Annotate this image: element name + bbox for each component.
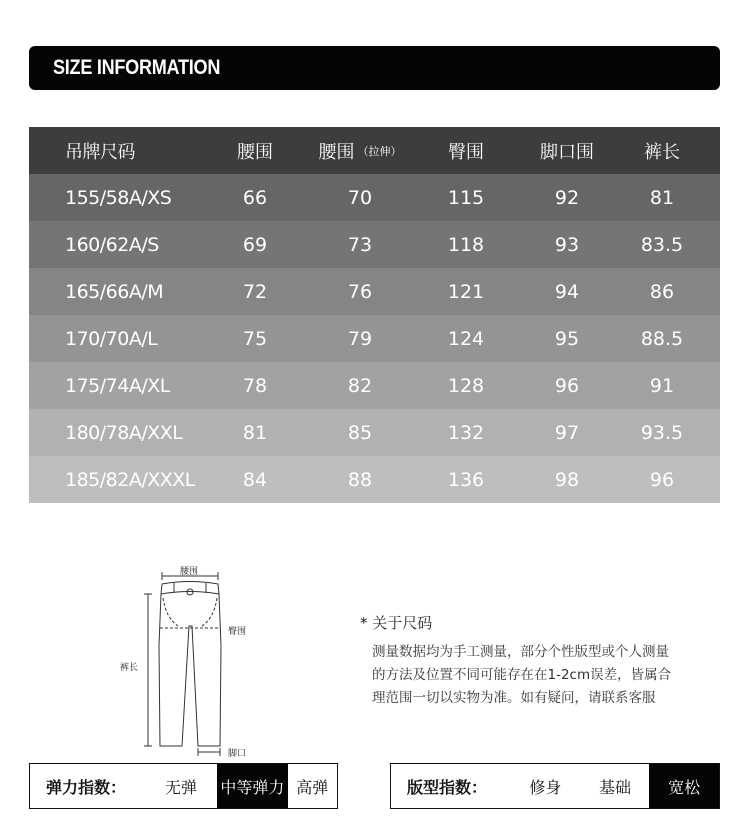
cell-size: 185/82A/XXXL <box>65 468 195 491</box>
pants-measurement-diagram <box>110 556 270 761</box>
fit-index-label: 版型指数： <box>407 777 488 797</box>
cell-hip: 124 <box>447 327 485 350</box>
column-header-waist-stretched <box>295 127 425 174</box>
cell-waist: 69 <box>242 233 268 256</box>
cell-hem: 98 <box>554 468 580 491</box>
cell-waist: 72 <box>242 280 268 303</box>
cell-length: 96 <box>649 468 675 491</box>
cell-hip: 136 <box>447 468 485 491</box>
elasticity-index-label: 弹力指数： <box>46 777 127 797</box>
table-row <box>29 268 720 315</box>
size-note-title: * 关于尺码 <box>360 614 433 632</box>
column-header-waist-stretched-label: 腰围 <box>318 141 355 163</box>
section-header <box>29 46 720 90</box>
cell-waist: 81 <box>242 421 268 444</box>
fit-option-slim: 修身 <box>529 777 562 797</box>
cell-size: 175/74A/XL <box>65 374 170 397</box>
diagram-label-hem: 脚口 <box>228 749 247 759</box>
cell-waist: 75 <box>242 327 268 350</box>
fit-option-regular: 基础 <box>599 777 632 797</box>
pants-outline-icon <box>110 556 270 761</box>
cell-hip: 132 <box>447 421 485 444</box>
size-note <box>360 612 720 710</box>
table-row <box>29 221 720 268</box>
table-row <box>29 362 720 409</box>
cell-hem: 97 <box>554 421 580 444</box>
column-header-stretch-note: （拉伸） <box>357 144 402 158</box>
column-header-length: 裤长 <box>644 141 680 163</box>
cell-waist-stretched: 73 <box>347 233 373 256</box>
cell-waist-stretched: 85 <box>347 421 373 444</box>
cell-length: 93.5 <box>640 421 684 444</box>
cell-hem: 94 <box>554 280 580 303</box>
table-row <box>29 456 720 503</box>
cell-waist-stretched: 88 <box>347 468 373 491</box>
cell-waist: 84 <box>242 468 268 491</box>
cell-waist-stretched: 70 <box>347 186 373 209</box>
elasticity-index <box>29 763 338 809</box>
cell-waist-stretched: 79 <box>347 327 373 350</box>
cell-length: 91 <box>649 374 675 397</box>
table-row <box>29 174 720 221</box>
cell-hem: 96 <box>554 374 580 397</box>
cell-waist: 78 <box>242 374 268 397</box>
cell-length: 88.5 <box>640 327 684 350</box>
cell-length: 86 <box>649 280 675 303</box>
cell-hip: 115 <box>447 186 485 209</box>
column-header-size: 吊牌尺码 <box>65 141 135 163</box>
cell-hem: 92 <box>554 186 580 209</box>
cell-waist-stretched: 76 <box>347 280 373 303</box>
section-title: SIZE INFORMATION <box>53 56 221 79</box>
size-note-line: 测量数据均为手工测量，部分个性版型或个人测量 <box>372 644 669 660</box>
table-body <box>29 174 720 503</box>
cell-length: 83.5 <box>640 233 684 256</box>
diagram-label-hip: 臀围 <box>228 627 247 637</box>
diagram-label-length: 裤长 <box>120 663 139 673</box>
size-table <box>29 127 720 503</box>
table-row <box>29 315 720 362</box>
cell-hem: 95 <box>554 327 580 350</box>
cell-waist: 66 <box>242 186 268 209</box>
cell-size: 170/70A/L <box>65 327 158 350</box>
cell-length: 81 <box>649 186 675 209</box>
cell-hem: 93 <box>554 233 580 256</box>
cell-waist-stretched: 82 <box>347 374 373 397</box>
cell-size: 165/66A/M <box>65 280 164 303</box>
size-note-line: 理范围一切以实物为准。如有疑问，请联系客服 <box>372 690 656 706</box>
elasticity-option-none: 无弹 <box>165 777 198 797</box>
table-row <box>29 409 720 456</box>
cell-size: 180/78A/XXL <box>65 421 183 444</box>
elasticity-option-medium: 中等弹力 <box>217 764 287 808</box>
fit-index <box>390 763 720 809</box>
column-header-hip: 臀围 <box>448 141 484 163</box>
elasticity-option-high: 高弹 <box>296 777 329 797</box>
cell-size: 155/58A/XS <box>65 186 172 209</box>
column-header-hem: 脚口围 <box>540 141 594 163</box>
cell-hip: 118 <box>447 233 485 256</box>
size-note-body <box>360 641 720 710</box>
cell-hip: 121 <box>447 280 485 303</box>
table-header-row <box>29 127 720 174</box>
diagram-label-waist: 腰围 <box>180 567 199 577</box>
size-note-line: 的方法及位置不同可能存在在1-2cm误差，皆属合 <box>372 667 672 683</box>
cell-hip: 128 <box>447 374 485 397</box>
column-header-waist: 腰围 <box>237 141 273 163</box>
cell-size: 160/62A/S <box>65 233 159 256</box>
fit-option-loose: 宽松 <box>649 764 719 808</box>
